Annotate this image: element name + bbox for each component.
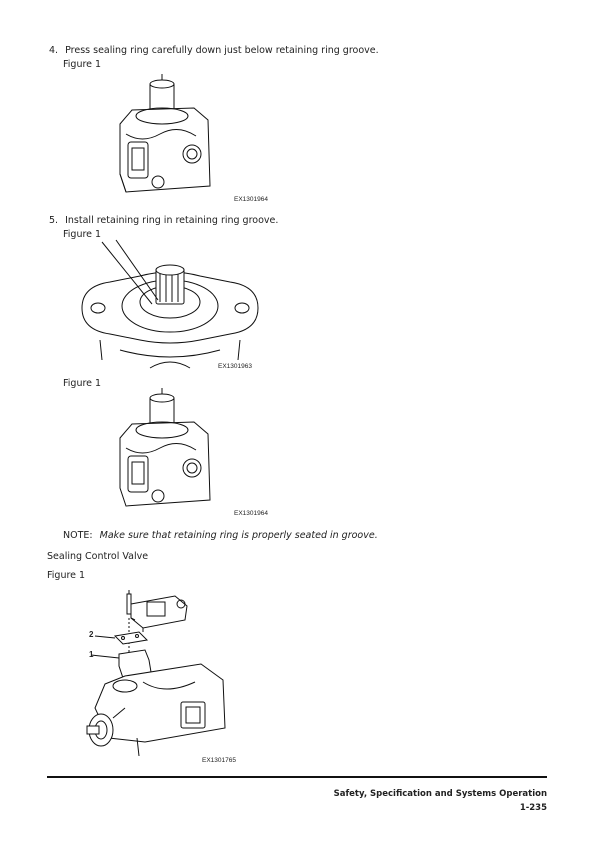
figure-caption: EX1301963: [218, 363, 252, 370]
figure-caption: EX1301964: [234, 510, 268, 517]
step-4: [49, 44, 379, 57]
footer-rule: [47, 776, 547, 778]
figure-caption: EX1301765: [202, 757, 236, 764]
pump-shaft-illustration: [112, 74, 222, 199]
step-number: 4.: [49, 45, 59, 56]
step-5: [49, 214, 278, 227]
callout-1: 1: [89, 650, 94, 659]
step-text: Install retaining ring in retaining ring groove.: [65, 215, 279, 226]
step-text: Press sealing ring carefully down just below retaining ring groove.: [65, 45, 379, 56]
pump-shaft-illustration: [112, 388, 222, 513]
figure-label: Figure 1: [47, 570, 86, 581]
note-label: NOTE:: [63, 530, 93, 541]
note-text: Make sure that retaining ring is properly seated in groove.: [99, 530, 378, 541]
figure-caption: EX1301964: [234, 196, 268, 203]
section-heading: Sealing Control Valve: [47, 551, 149, 562]
callout-2: 2: [89, 630, 94, 639]
footer-title: Safety, Specification and Systems Operation: [333, 789, 547, 799]
note: [63, 530, 378, 541]
retaining-ring-install-illustration: [80, 240, 260, 375]
figure-label: Figure 1: [63, 229, 102, 240]
page-number: 1-235: [519, 803, 547, 813]
figure-label: Figure 1: [63, 378, 102, 389]
step-number: 5.: [49, 215, 59, 226]
footer: [334, 787, 547, 815]
control-valve-exploded-illustration: [85, 588, 235, 760]
figure-label: Figure 1: [63, 59, 102, 70]
